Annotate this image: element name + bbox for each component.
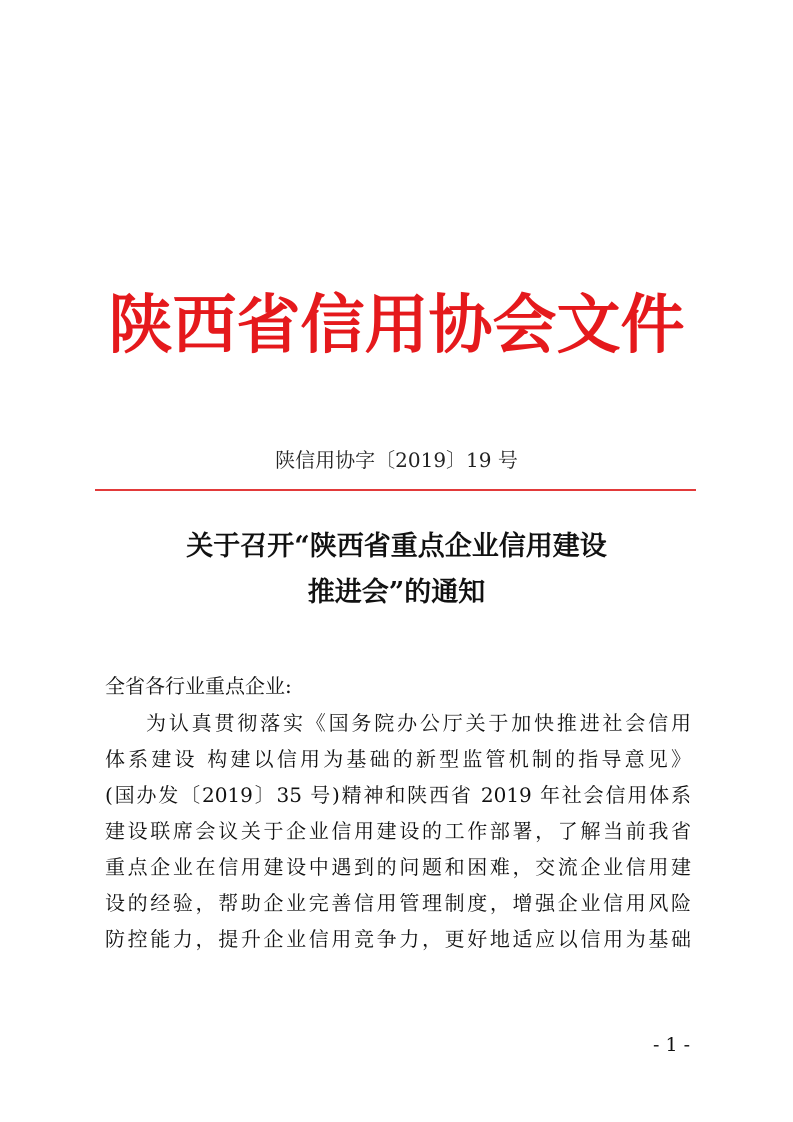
body-paragraph-line: 设的经验，帮助企业完善信用管理制度，增强企业信用风险 xyxy=(105,891,691,915)
body-paragraph-line: 体系建设 构建以信用为基础的新型监管机制的指导意见》 xyxy=(105,747,691,771)
organization-header-title: 陕西省信用协会文件 xyxy=(108,288,685,363)
body-paragraph-line: 防控能力，提升企业信用竞争力，更好地适应以信用为基础 xyxy=(105,927,691,951)
body-paragraph-line: 建设联席会议关于企业信用建设的工作部署，了解当前我省 xyxy=(105,819,691,843)
page-number: - 1 - xyxy=(652,1034,690,1056)
body-paragraph-line: 重点企业在信用建设中遇到的问题和困难，交流企业信用建 xyxy=(105,855,691,879)
salutation: 全省各行业重点企业: xyxy=(105,674,292,698)
notice-title-line-1: 关于召开“陕西省重点企业信用建设 xyxy=(186,531,607,562)
body-paragraph-line: (国办发〔2019〕35 号)精神和陕西省 2019 年社会信用体系 xyxy=(105,783,691,807)
body-paragraph-line: 为认真贯彻落实《国务院办公厅关于加快推进社会信用 xyxy=(146,711,691,735)
document-number: 陕信用协字〔2019〕19 号 xyxy=(275,448,518,472)
notice-title-line-2: 推进会”的通知 xyxy=(307,577,486,608)
red-divider-line xyxy=(95,489,696,491)
